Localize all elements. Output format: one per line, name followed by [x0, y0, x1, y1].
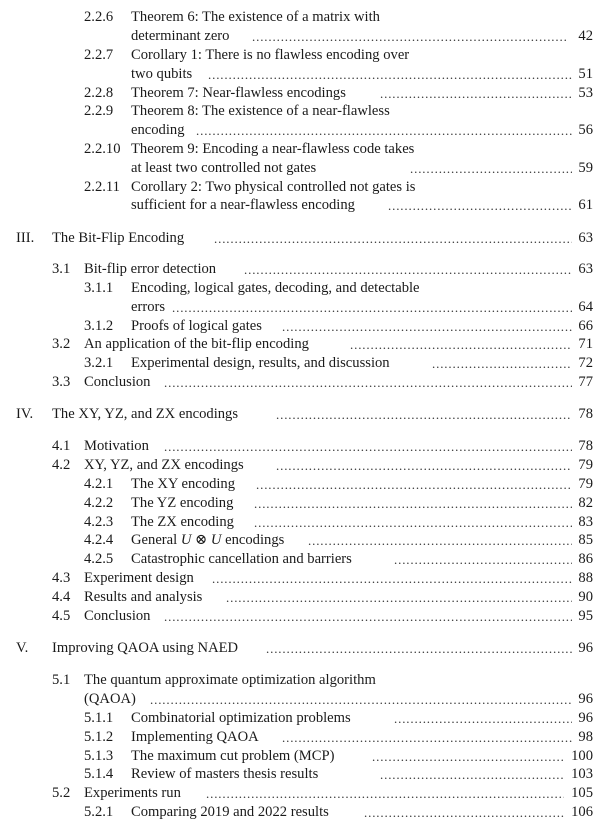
page-number: 85	[578, 532, 593, 548]
toc-entry[interactable]	[0, 373, 608, 392]
dot-leader	[364, 803, 564, 822]
page-number: 63	[578, 230, 593, 246]
toc-entry[interactable]	[0, 84, 608, 103]
entry-title: The quantum approximate optimization algorithm	[84, 672, 376, 688]
page-number: 78	[578, 438, 593, 454]
entry-title-continued: encoding	[131, 122, 185, 138]
page-number: 61	[578, 197, 593, 213]
toc-entry[interactable]	[0, 607, 608, 626]
entry-title: Conclusion	[84, 608, 151, 624]
toc-entry[interactable]	[0, 46, 608, 65]
entry-title-continued: errors	[131, 299, 166, 315]
toc-entry[interactable]	[0, 354, 608, 373]
page-number: 66	[578, 318, 593, 334]
tensor-symbol: ⊗	[191, 532, 211, 548]
dot-leader	[432, 354, 572, 373]
chapter-title: The XY, YZ, and ZX encodings	[52, 406, 239, 422]
entry-title-continued: (QAOA)	[84, 691, 136, 707]
toc-entry[interactable]	[0, 550, 608, 569]
entry-number: 5.1.3	[84, 748, 114, 764]
toc-entry[interactable]	[0, 437, 608, 456]
chapter-number: III.	[16, 230, 35, 246]
toc-entry[interactable]	[0, 178, 608, 197]
entry-number: 3.1.2	[84, 318, 114, 334]
math-symbol-u: U	[210, 532, 222, 548]
entry-number: 2.2.10	[84, 141, 121, 157]
toc-entry[interactable]	[0, 588, 608, 607]
entry-title: Corollary 2: Two physical controlled not gates is	[131, 179, 416, 195]
entry-title: The ZX encoding	[131, 514, 234, 530]
page-number: 77	[578, 374, 593, 390]
entry-title: Experimental design, results, and discussion	[131, 355, 390, 371]
dot-leader	[256, 475, 572, 494]
dot-leader	[254, 494, 572, 513]
entry-number: 4.2.1	[84, 476, 114, 492]
page-number: 103	[571, 766, 593, 782]
page-number: 95	[578, 608, 593, 624]
page-number: 64	[578, 299, 593, 315]
page-number: 100	[571, 748, 593, 764]
toc-entry[interactable]	[0, 569, 608, 588]
toc-entry[interactable]	[0, 8, 608, 27]
entry-number: 2.2.11	[84, 179, 120, 195]
toc-entry[interactable]	[0, 728, 608, 747]
dot-leader	[212, 569, 572, 588]
chapter-number: IV.	[16, 406, 34, 422]
toc-entry[interactable]	[0, 102, 608, 121]
page-number: 105	[571, 785, 593, 801]
dot-leader	[372, 747, 564, 766]
entry-title: Corollary 1: There is no flawless encoding over	[131, 47, 410, 63]
entry-title: Theorem 8: The existence of a near-flawless	[131, 103, 390, 119]
toc-entry-continued[interactable]	[0, 65, 608, 84]
entry-title-continued: sufficient for a near-flawless encoding	[131, 197, 355, 213]
entry-title	[131, 531, 284, 550]
dot-leader	[276, 405, 572, 424]
dot-leader	[394, 550, 572, 569]
toc-entry[interactable]	[0, 494, 608, 513]
toc-chapter[interactable]	[0, 405, 608, 424]
page-number: 42	[578, 28, 593, 44]
entry-number: 4.2	[52, 457, 71, 473]
page-number: 78	[578, 406, 593, 422]
toc-entry-continued[interactable]	[0, 196, 608, 215]
dot-leader	[164, 437, 572, 456]
entry-title: Proofs of logical gates	[131, 318, 262, 334]
toc-entry[interactable]	[0, 531, 608, 550]
dot-leader	[208, 65, 572, 84]
page-number: 71	[578, 336, 593, 352]
toc-entry[interactable]	[0, 140, 608, 159]
dot-leader	[150, 690, 572, 709]
toc-entry-continued[interactable]	[0, 298, 608, 317]
entry-number: 3.3	[52, 374, 71, 390]
entry-number: 3.1.1	[84, 280, 114, 296]
entry-number: 4.1	[52, 438, 71, 454]
entry-number: 5.1.4	[84, 766, 114, 782]
entry-title: Bit-flip error detection	[84, 261, 217, 277]
toc-entry-continued[interactable]	[0, 690, 608, 709]
entry-title: The XY encoding	[131, 476, 236, 492]
toc-entry[interactable]	[0, 747, 608, 766]
dot-leader	[266, 639, 572, 658]
page-number: 106	[571, 804, 593, 820]
entry-title: Theorem 7: Near-flawless encodings	[131, 85, 346, 101]
chapter-title: Improving QAOA using NAED	[52, 640, 239, 656]
entry-number: 5.1.2	[84, 729, 114, 745]
page-number: 53	[578, 85, 593, 101]
entry-title: Theorem 6: The existence of a matrix with	[131, 9, 380, 25]
dot-leader	[172, 298, 572, 317]
dot-leader	[308, 531, 572, 550]
title-part: encodings	[221, 532, 285, 548]
toc-entry[interactable]	[0, 765, 608, 784]
dot-leader	[252, 27, 566, 46]
entry-number: 4.2.4	[84, 532, 114, 548]
dot-leader	[410, 159, 572, 178]
chapter-title: The Bit-Flip Encoding	[52, 230, 185, 246]
entry-title: Combinatorial optimization problems	[131, 710, 351, 726]
page-number: 96	[578, 640, 593, 656]
entry-title: Results and analysis	[84, 589, 203, 605]
entry-title: Experiment design	[84, 570, 194, 586]
entry-title: Theorem 9: Encoding a near-flawless code takes	[131, 141, 415, 157]
entry-title: Catastrophic cancellation and barriers	[131, 551, 352, 567]
page-number: 56	[578, 122, 593, 138]
entry-number: 4.2.5	[84, 551, 114, 567]
toc-entry-continued[interactable]	[0, 121, 608, 140]
toc-chapter[interactable]	[0, 639, 608, 658]
dot-leader	[206, 784, 564, 803]
entry-title: Review of masters thesis results	[131, 766, 319, 782]
entry-number: 4.4	[52, 589, 71, 605]
entry-title-continued: two qubits	[131, 66, 193, 82]
entry-title: An application of the bit-flip encoding	[84, 336, 309, 352]
entry-title: The YZ encoding	[131, 495, 234, 511]
page-number: 79	[578, 476, 593, 492]
toc-entry[interactable]	[0, 671, 608, 690]
dot-leader	[282, 317, 572, 336]
toc-entry[interactable]	[0, 803, 608, 822]
dot-leader	[214, 229, 572, 248]
toc-entry-continued[interactable]	[0, 159, 608, 178]
dot-leader	[380, 765, 564, 784]
dot-leader	[388, 196, 572, 215]
page-number: 96	[578, 691, 593, 707]
title-part: General	[131, 532, 181, 548]
page-number: 90	[578, 589, 593, 605]
entry-number: 2.2.9	[84, 103, 114, 119]
page-number: 83	[578, 514, 593, 530]
entry-number: 4.2.2	[84, 495, 114, 511]
entry-number: 3.2	[52, 336, 71, 352]
toc-entry[interactable]	[0, 335, 608, 354]
entry-title-continued: determinant zero	[131, 28, 230, 44]
page-number: 72	[578, 355, 593, 371]
toc-entry-continued[interactable]	[0, 27, 608, 46]
page-number: 51	[578, 66, 593, 82]
dot-leader	[276, 456, 572, 475]
dot-leader	[164, 373, 572, 392]
toc-entry[interactable]	[0, 513, 608, 532]
dot-leader	[164, 607, 572, 626]
entry-number: 2.2.7	[84, 47, 114, 63]
dot-leader	[282, 728, 572, 747]
dot-leader	[226, 588, 572, 607]
entry-number: 5.2.1	[84, 804, 114, 820]
dot-leader	[394, 709, 572, 728]
entry-number: 4.5	[52, 608, 71, 624]
entry-title: Experiments run	[84, 785, 181, 801]
page-number: 86	[578, 551, 593, 567]
entry-title: The maximum cut problem (MCP)	[131, 748, 335, 764]
dot-leader	[254, 513, 572, 532]
entry-number: 3.1	[52, 261, 71, 277]
entry-title: XY, YZ, and ZX encodings	[84, 457, 244, 473]
toc-entry[interactable]	[0, 317, 608, 336]
page-number: 82	[578, 495, 593, 511]
dot-leader	[244, 260, 572, 279]
page-number: 59	[578, 160, 593, 176]
page-number: 96	[578, 710, 593, 726]
entry-title: Comparing 2019 and 2022 results	[131, 804, 329, 820]
entry-title-continued: at least two controlled not gates	[131, 160, 317, 176]
math-symbol-u: U	[180, 532, 192, 548]
toc-entry[interactable]	[0, 279, 608, 298]
page-number: 88	[578, 570, 593, 586]
entry-title: Implementing QAOA	[131, 729, 259, 745]
toc-entry[interactable]	[0, 784, 608, 803]
page-number: 63	[578, 261, 593, 277]
dot-leader	[196, 121, 572, 140]
toc-chapter[interactable]	[0, 229, 608, 248]
chapter-number: V.	[16, 640, 29, 656]
entry-number: 3.2.1	[84, 355, 114, 371]
entry-number: 5.2	[52, 785, 71, 801]
entry-title: Encoding, logical gates, decoding, and detectable	[131, 280, 420, 296]
entry-number: 5.1	[52, 672, 71, 688]
toc-entry[interactable]	[0, 260, 608, 279]
entry-number: 2.2.6	[84, 9, 114, 25]
dot-leader	[380, 84, 572, 103]
page-number: 98	[578, 729, 593, 745]
entry-number: 4.2.3	[84, 514, 114, 530]
entry-title: Conclusion	[84, 374, 151, 390]
dot-leader	[350, 335, 572, 354]
entry-number: 4.3	[52, 570, 71, 586]
toc-entry[interactable]	[0, 456, 608, 475]
page-number: 79	[578, 457, 593, 473]
toc-entry[interactable]	[0, 475, 608, 494]
toc-entry[interactable]	[0, 709, 608, 728]
entry-number: 5.1.1	[84, 710, 114, 726]
entry-number: 2.2.8	[84, 85, 114, 101]
entry-title: Motivation	[84, 438, 149, 454]
